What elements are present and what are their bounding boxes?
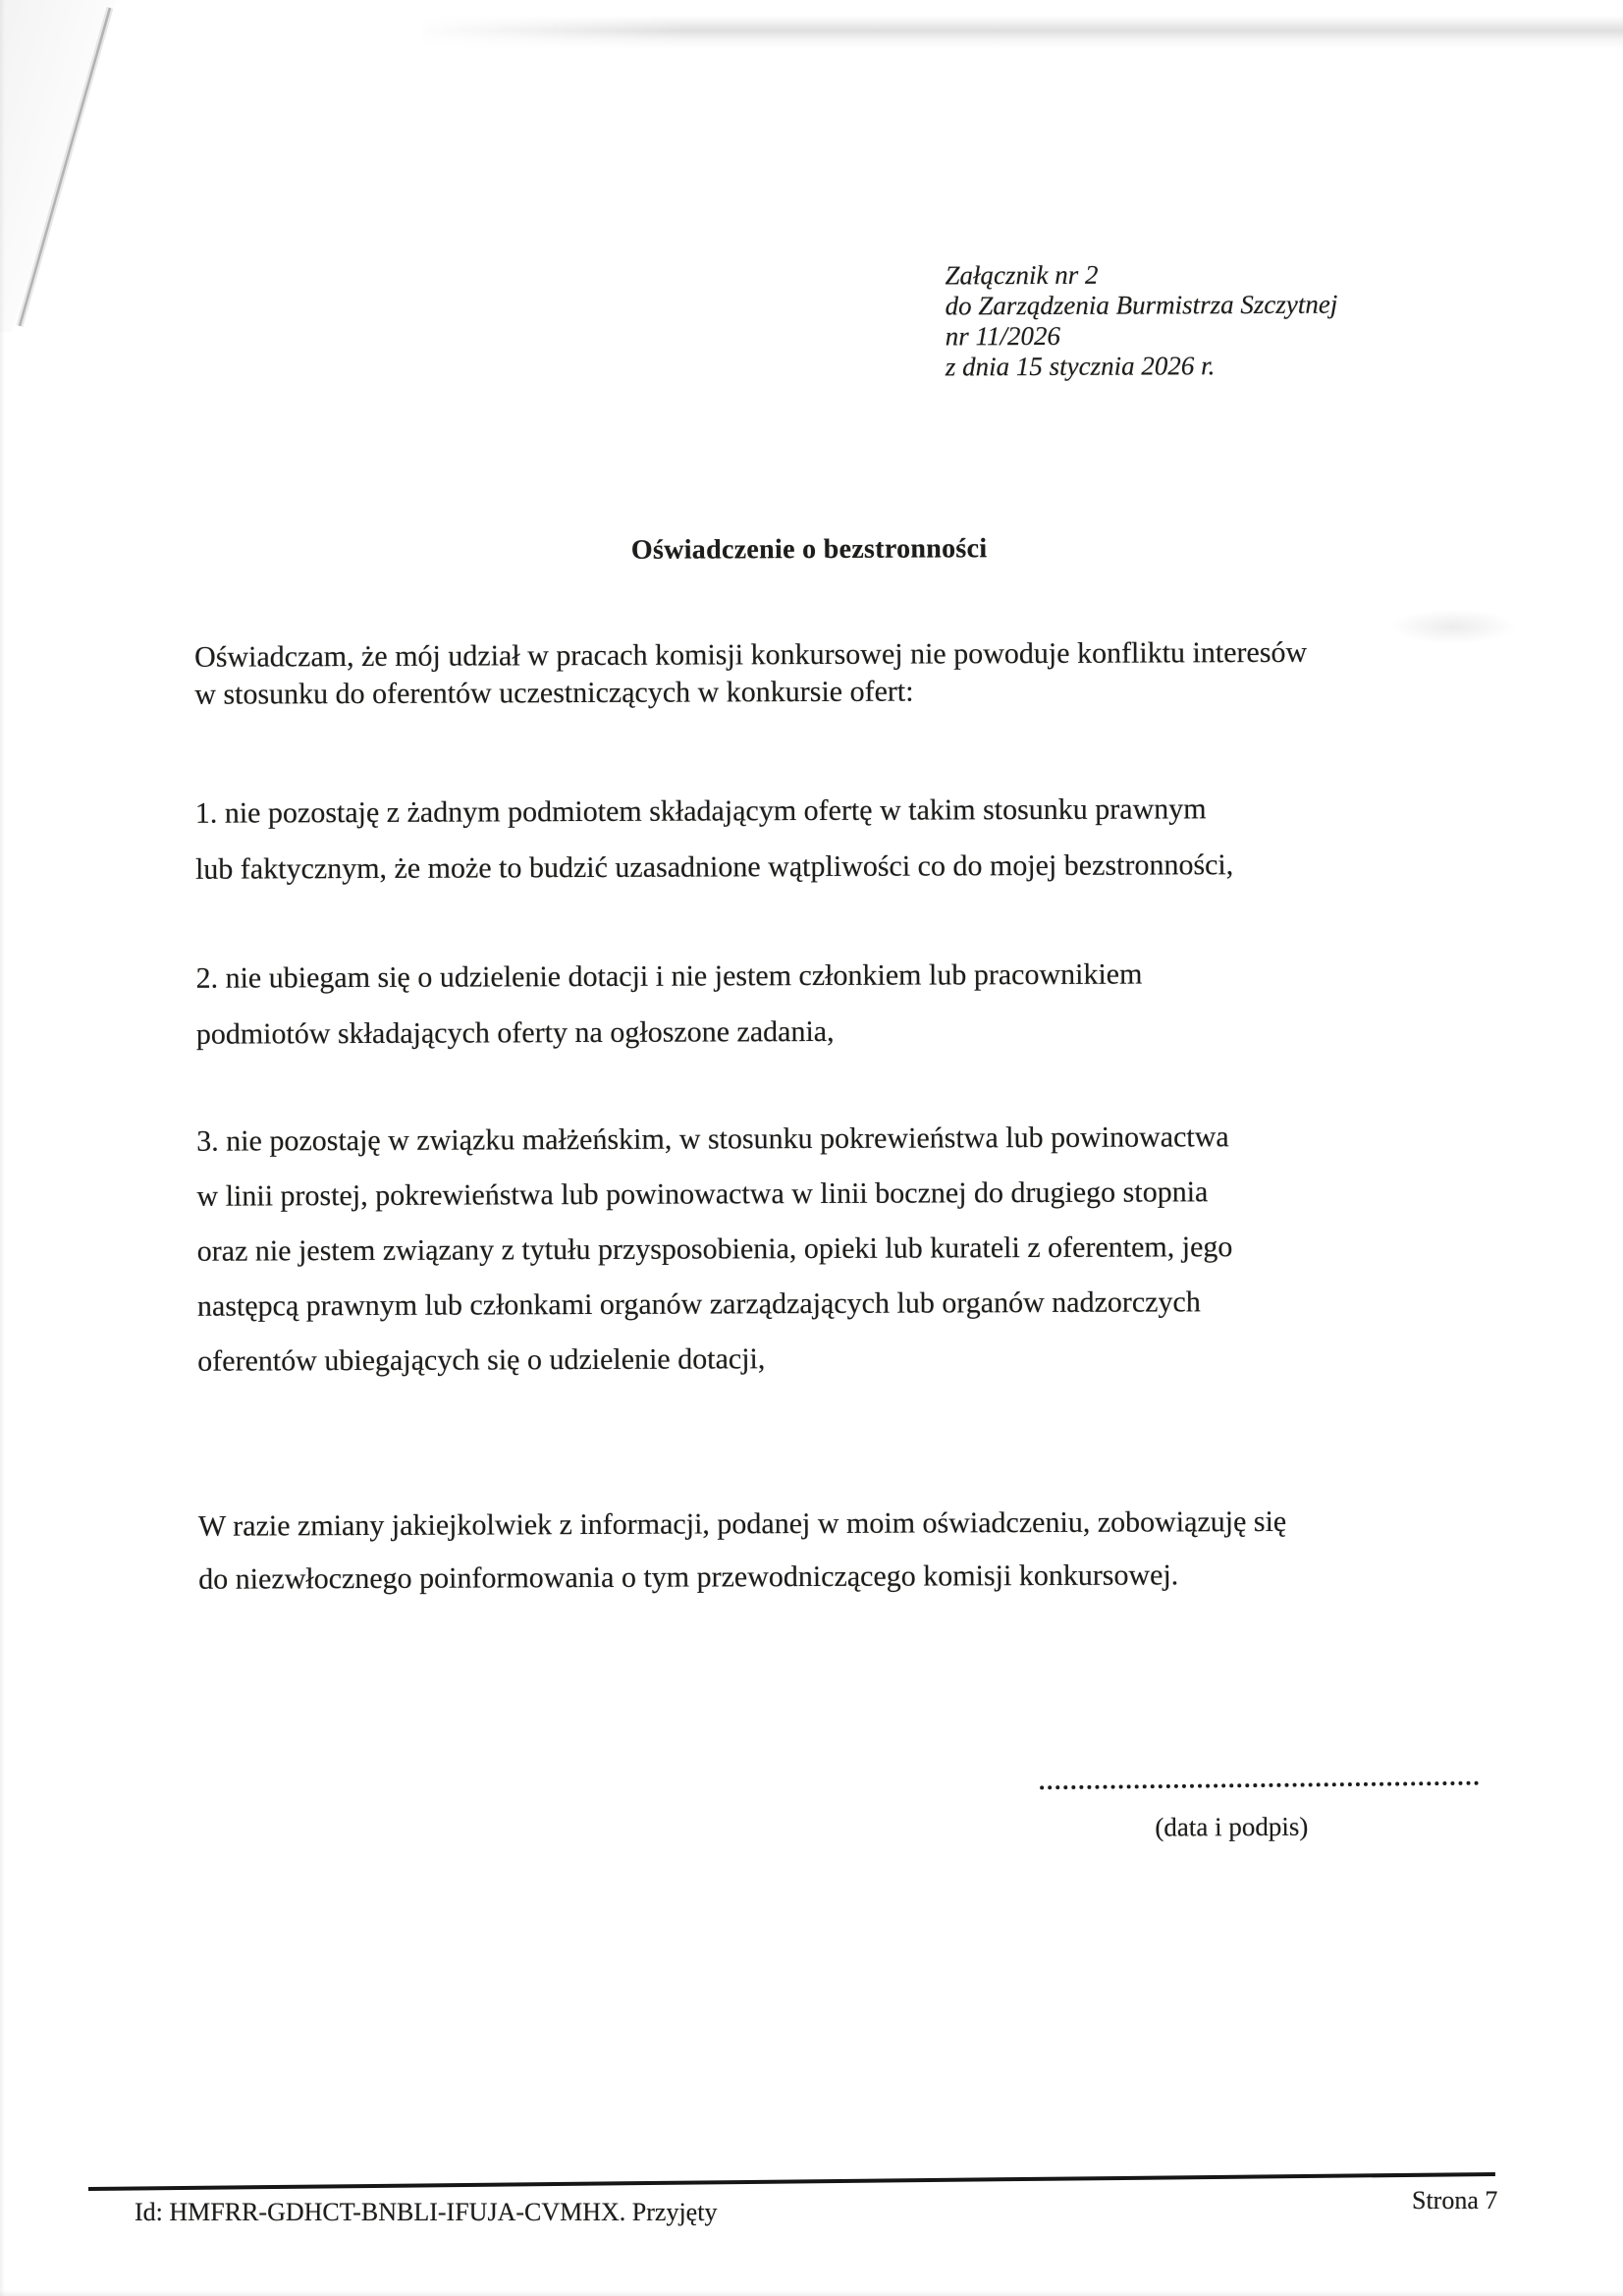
item-3-line-1: 3. nie pozostaję w związku małżeńskim, w stosunku pokrewieństwa lub powinowactwa bbox=[196, 1121, 1229, 1158]
attachment-note-line-2: do Zarządzenia Burmistrza Szczytnej bbox=[945, 289, 1338, 321]
footer-page-number: Strona 7 bbox=[1412, 2186, 1498, 2214]
intro-line-1: Oświadczam, że mój udział w pracach komisji konkursowej nie powoduje konfliktu interesów bbox=[194, 635, 1308, 674]
footer-document-id: Id: HMFRR-GDHCT-BNBLI-IFUJA-CVMHX. Przyjęty bbox=[135, 2198, 718, 2226]
declaration-item-2 bbox=[195, 947, 1142, 1063]
declaration-item-3 bbox=[196, 1110, 1233, 1390]
item-3-line-4: następcą prawnym lub członkami organów zarządzających lub organów nadzorczych bbox=[196, 1285, 1201, 1323]
document-title: Oświadczenie o bezstronności bbox=[630, 533, 988, 566]
closing-line-2: do niezwłocznego poinformowania o tym przewodniczącego komisji konkursowej. bbox=[198, 1558, 1179, 1596]
item-1-line-1: 1. nie pozostaję z żadnym podmiotem składającym ofertę w takim stosunku prawnym bbox=[194, 793, 1207, 830]
signature-dotted-line bbox=[1040, 1781, 1479, 1790]
closing-line-1: W razie zmiany jakiejkolwiek z informacji, podanej w moim oświadczeniu, zobowiązuję się bbox=[197, 1504, 1287, 1543]
attachment-note-line-1: Załącznik nr 2 bbox=[945, 259, 1099, 291]
signature-caption: (data i podpis) bbox=[1155, 1811, 1309, 1842]
declaration-item-1 bbox=[195, 781, 1234, 898]
intro-line-2: w stosunku do oferentów uczestniczących w konkursie ofert: bbox=[194, 675, 914, 711]
closing-paragraph bbox=[198, 1496, 1287, 1607]
item-3-line-3: oraz nie jestem związany z tytułu przysposobienia, opieki lub kurateli z oferentem, jego bbox=[196, 1230, 1233, 1268]
item-2-line-2: podmiotów składających oferty na ogłoszone zadania, bbox=[195, 1014, 835, 1051]
intro-paragraph bbox=[194, 634, 1307, 714]
attachment-note bbox=[945, 259, 1337, 383]
item-3-line-2: w linii prostej, pokrewieństwa lub powinowactwa w linii bocznej do drugiego stopnia bbox=[196, 1175, 1209, 1213]
item-1-line-2: lub faktycznym, że może to budzić uzasadnione wątpliwości co do mojej bezstronności, bbox=[194, 848, 1234, 886]
item-2-line-1: 2. nie ubiegam się o udzielenie dotacji i nie jestem członkiem lub pracownikiem bbox=[195, 957, 1143, 995]
attachment-note-line-4: z dnia 15 stycznia 2026 r. bbox=[945, 351, 1216, 382]
attachment-note-line-3: nr 11/2026 bbox=[945, 320, 1061, 352]
item-3-line-5: oferentów ubiegających się o udzielenie dotacji, bbox=[197, 1342, 766, 1378]
